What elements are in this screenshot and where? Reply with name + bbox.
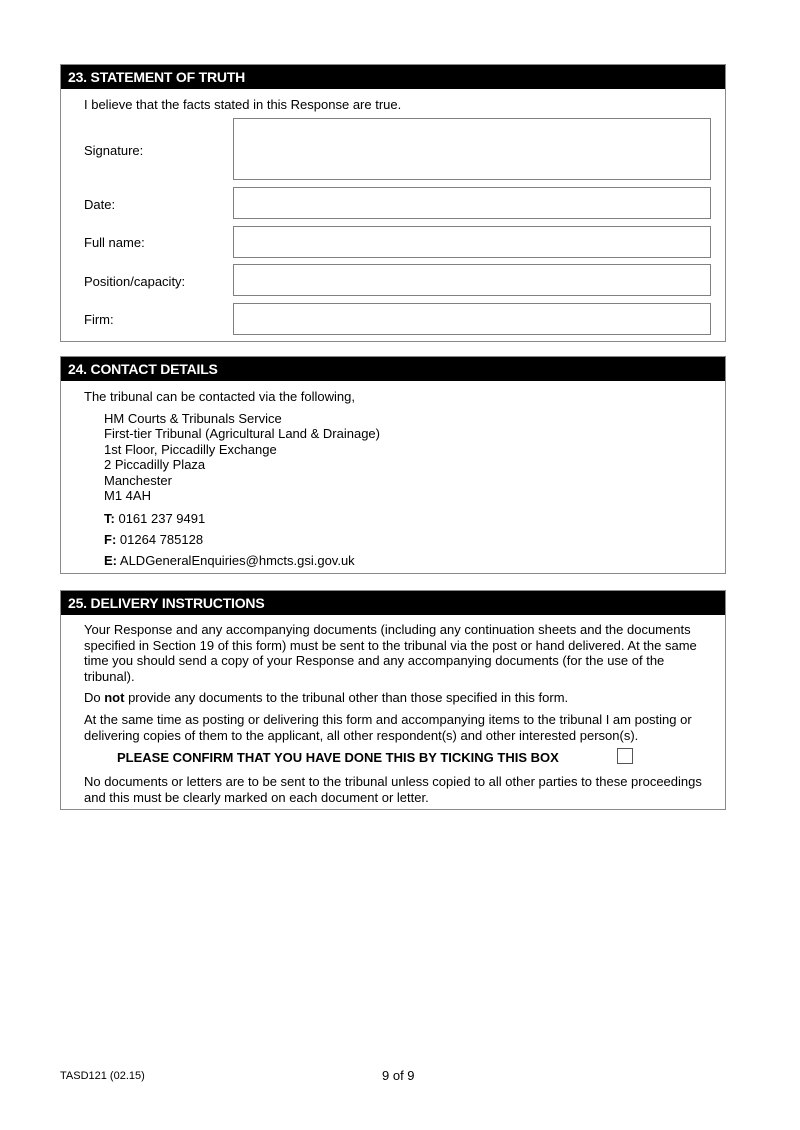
no-documents-paragraph: No documents or letters are to be sent to the tribunal unless copied to all other parties to these proceedings and this must be clearly marked on each document or letter. bbox=[84, 774, 702, 805]
firm-field[interactable] bbox=[233, 303, 711, 335]
phone-label: T: bbox=[104, 511, 115, 526]
text-part: Do bbox=[84, 690, 105, 705]
firm-label: Firm: bbox=[84, 312, 114, 327]
full-name-label: Full name: bbox=[84, 235, 145, 250]
fax-number: 01264 785128 bbox=[119, 532, 204, 547]
position-label: Position/capacity: bbox=[84, 274, 186, 289]
signature-field[interactable] bbox=[233, 118, 711, 180]
copies-paragraph: At the same time as posting or delivering this form and accompanying items to the tribunal I am posting or delivering copies of them to the applicant, all other respondent(s) and other interested person(s). bbox=[84, 712, 692, 743]
position-field[interactable] bbox=[233, 264, 711, 296]
address-line: First-tier Tribunal (Agricultural Land & Drainage) bbox=[104, 426, 380, 442]
section-title: 25. DELIVERY INSTRUCTIONS bbox=[61, 591, 725, 615]
address-line: M1 4AH bbox=[104, 488, 151, 504]
email-label: E: bbox=[104, 553, 117, 568]
confirm-instruction: PLEASE CONFIRM THAT YOU HAVE DONE THIS BY TICKING THIS BOX bbox=[117, 750, 559, 765]
emphasis-text: not bbox=[104, 690, 125, 705]
fax-line bbox=[104, 532, 203, 547]
section-title: 23. STATEMENT OF TRUTH bbox=[61, 65, 725, 89]
full-name-field[interactable] bbox=[233, 226, 711, 258]
delivery-instructions-section bbox=[60, 590, 726, 810]
address-line: 2 Piccadilly Plaza bbox=[104, 457, 206, 473]
contact-intro: The tribunal can be contacted via the following, bbox=[84, 389, 356, 404]
signature-label: Signature: bbox=[84, 143, 144, 158]
statement-of-truth-section bbox=[60, 64, 726, 342]
text-part: provide any documents to the tribunal other than those specified in this form. bbox=[124, 690, 569, 705]
fax-label: F: bbox=[104, 532, 117, 547]
delivery-paragraph: Your Response and any accompanying documents (including any continuation sheets and the documents specified in Section 19 of this form) must be sent to the tribunal via the post or hand delivered. At the same time you should send a copy of your Response and any accompanying documents (for the use of the tribunal). bbox=[84, 622, 697, 684]
do-not-paragraph bbox=[84, 690, 709, 706]
statement-text: I believe that the facts stated in this Response are true. bbox=[84, 97, 402, 112]
phone-line bbox=[104, 511, 205, 526]
date-label: Date: bbox=[84, 197, 116, 212]
section-title: 24. CONTACT DETAILS bbox=[61, 357, 725, 381]
phone-number: 0161 237 9491 bbox=[118, 511, 206, 526]
date-field[interactable] bbox=[233, 187, 711, 219]
page-number: 9 of 9 bbox=[382, 1068, 415, 1083]
address-line: 1st Floor, Piccadilly Exchange bbox=[104, 441, 277, 457]
address-block bbox=[104, 411, 380, 503]
email-line bbox=[104, 553, 355, 568]
address-line: Manchester bbox=[104, 472, 172, 488]
address-line: HM Courts & Tribunals Service bbox=[104, 411, 282, 426]
confirm-checkbox[interactable] bbox=[617, 748, 633, 764]
email-address: ALDGeneralEnquiries@hmcts.gsi.gov.uk bbox=[119, 553, 355, 568]
form-code: TASD121 (02.15) bbox=[60, 1070, 145, 1082]
contact-details-section bbox=[60, 356, 726, 574]
